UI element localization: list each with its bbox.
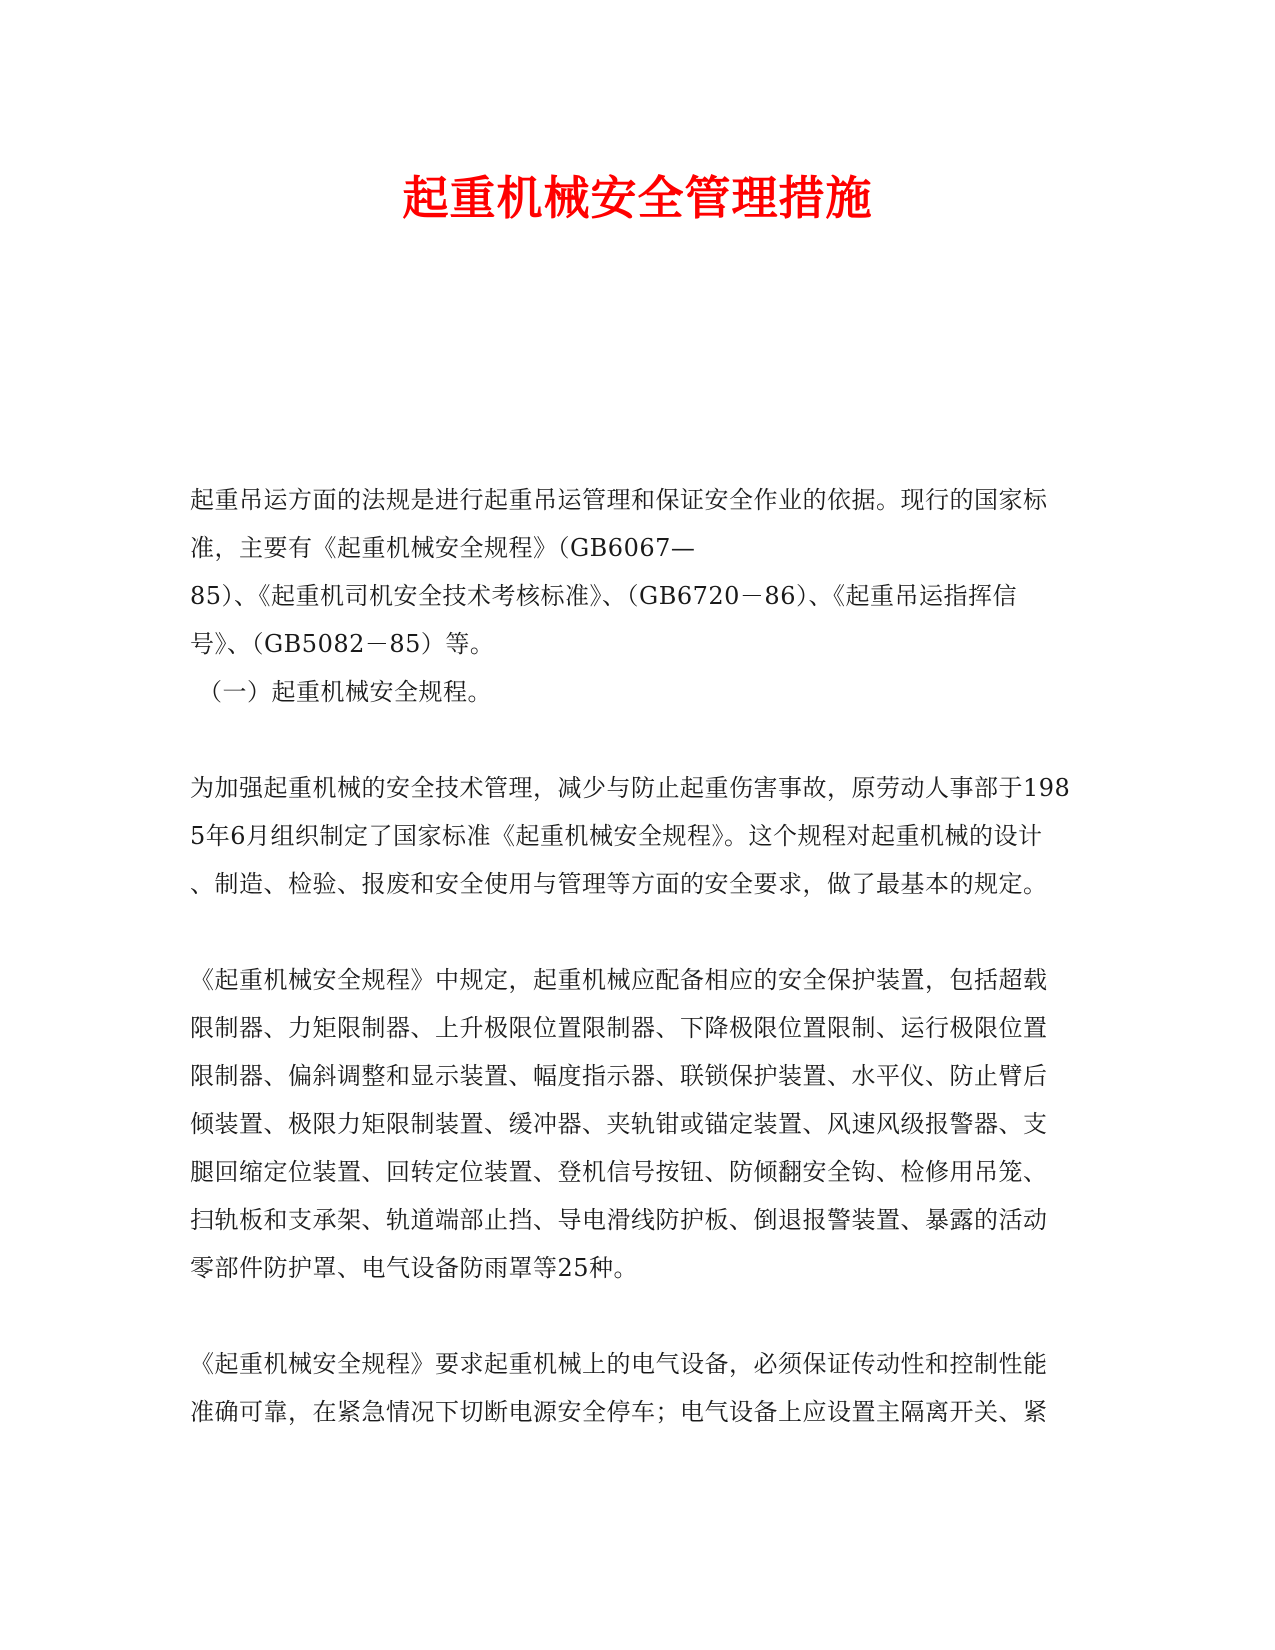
section-heading: （一）起重机械安全规程。 bbox=[198, 678, 492, 706]
paragraph-gap bbox=[190, 716, 1080, 764]
document-body bbox=[190, 476, 1080, 1436]
paragraph-line: 85）、《起重机司机安全技术考核标准》、（GB6720－86）、《起重吊运指挥信 bbox=[190, 582, 1017, 610]
paragraph-line: 为加强起重机械的安全技术管理，减少与防止起重伤害事故，原劳动人事部于198 bbox=[190, 774, 1071, 802]
paragraph-line: 《起重机械安全规程》中规定，起重机械应配备相应的安全保护装置，包括超载 bbox=[190, 966, 1048, 994]
paragraph-line: 限制器、偏斜调整和显示装置、幅度指示器、联锁保护装置、水平仪、防止臂后 bbox=[190, 1062, 1048, 1090]
paragraph-line: 5年6月组织制定了国家标准《起重机械安全规程》。这个规程对起重机械的设计 bbox=[190, 822, 1043, 850]
paragraph-line: 限制器、力矩限制器、上升极限位置限制器、下降极限位置限制、运行极限位置 bbox=[190, 1014, 1048, 1042]
paragraph-line: 起重吊运方面的法规是进行起重吊运管理和保证安全作业的依据。现行的国家标 bbox=[190, 486, 1048, 514]
paragraph-line: 准确可靠，在紧急情况下切断电源安全停车；电气设备上应设置主隔离开关、紧 bbox=[190, 1398, 1048, 1426]
paragraph-line: 倾装置、极限力矩限制装置、缓冲器、夹轨钳或锚定装置、风速风级报警器、支 bbox=[190, 1110, 1048, 1138]
paragraph-line: 《起重机械安全规程》要求起重机械上的电气设备，必须保证传动性和控制性能 bbox=[190, 1350, 1048, 1378]
paragraph-gap bbox=[190, 908, 1080, 956]
paragraph-line: 准，主要有《起重机械安全规程》（GB6067— bbox=[190, 534, 696, 562]
paragraph-line: 扫轨板和支承架、轨道端部止挡、导电滑线防护板、倒退报警装置、暴露的活动 bbox=[190, 1206, 1048, 1234]
paragraph-line: 腿回缩定位装置、回转定位装置、登机信号按钮、防倾翻安全钩、检修用吊笼、 bbox=[190, 1158, 1048, 1186]
paragraph-gap bbox=[190, 1292, 1080, 1340]
paragraph-line: 零部件防护罩、电气设备防雨罩等25种。 bbox=[190, 1254, 639, 1282]
paragraph-line: 号》、（GB5082－85）等。 bbox=[190, 630, 495, 658]
paragraph-line: 、制造、检验、报废和安全使用与管理等方面的安全要求，做了最基本的规定。 bbox=[190, 870, 1048, 898]
document-title: 起重机械安全管理措施 bbox=[402, 171, 873, 225]
